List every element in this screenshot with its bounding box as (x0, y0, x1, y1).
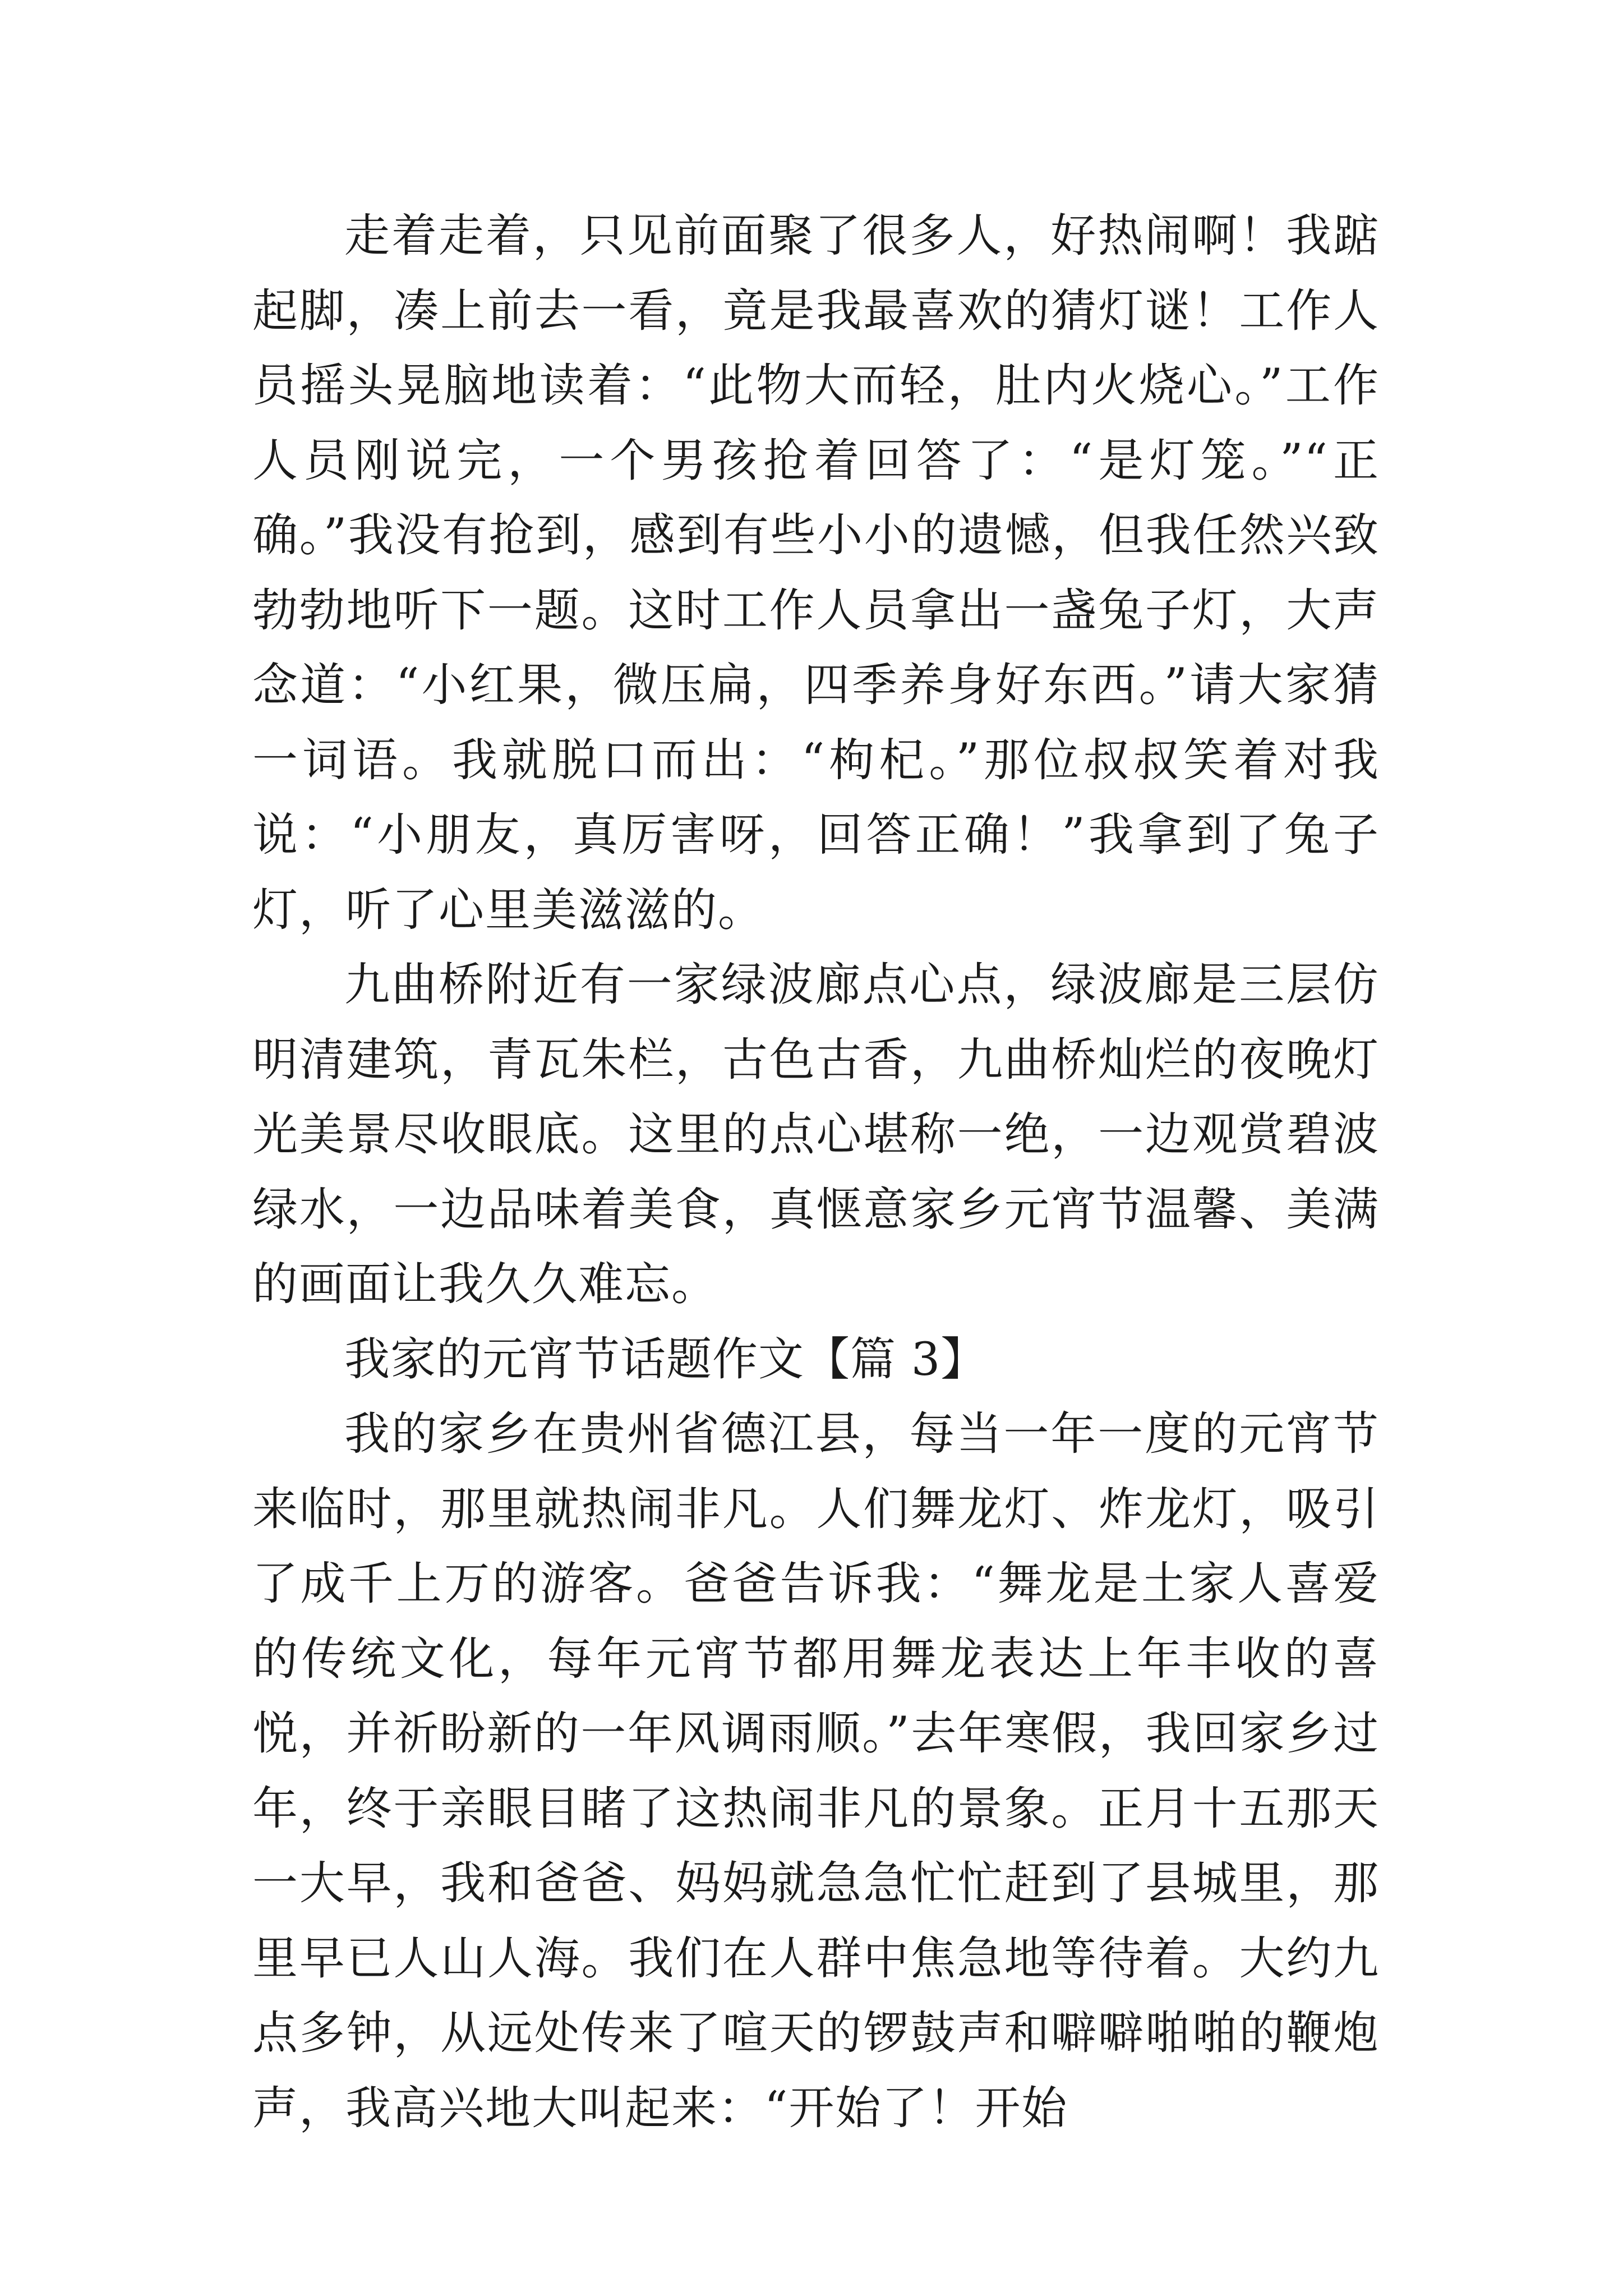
document-body (252, 199, 1380, 2146)
paragraph-lvbolang: 九曲桥附近有一家绿波廊点心点，绿波廊是三层仿明清建筑，青瓦朱栏，古色古香，九曲桥灿烂的夜晚灯光美景尽收眼底。这里的点心堪称一绝，一边观赏碧波绿水，一边品味着美食，真惬意家乡元宵节温馨、美满的画面让我久久难忘。 (252, 959, 1380, 1311)
paragraph-lantern-riddles: 走着走着，只见前面聚了很多人，好热闹啊！我踮起脚，凑上前去一看，竟是我最喜欢的猜灯谜！工作人员摇头晃脑地读着：“此物大而轻，肚内火烧心。”工作人员刚说完，一个男孩抢着回答了：“是灯笼。”“正确。”我没有抢到，感到有些小小的遗憾，但我任然兴致勃勃地听下一题。这时工作人员拿出一盏兔子灯，大声念道：“小红果，微压扁，四季养身好东西。”请大家猜一词语。我就脱口而出：“枸杞。”那位叔叔笑着对我说：“小朋友，真厉害呀，回答正确！”我拿到了兔子灯，听了心里美滋滋的。 (252, 210, 1380, 937)
section-heading: 我家的元宵节话题作文【篇 3】 (344, 1333, 987, 1386)
paragraph-dragon-dance: 我的家乡在贵州省德江县，每当一年一度的元宵节来临时，那里就热闹非凡。人们舞龙灯、炸龙灯，吸引了成千上万的游客。爸爸告诉我：“舞龙是土家人喜爱的传统文化，每年元宵节都用舞龙表达上年丰收的喜悦，并祈盼新的一年风调雨顺。”去年寒假，我回家乡过年，终于亲眼目睹了这热闹非凡的景象。正月十五那天一大早，我和爸爸、妈妈就急急忙忙赶到了县城里，那里早已人山人海。我们在人群中焦急地等待着。大约九点多钟，从远处传来了喧天的锣鼓声和噼噼啪啪的鞭炮声，我高兴地大叫起来：“开始了！开始 (252, 1408, 1380, 2135)
